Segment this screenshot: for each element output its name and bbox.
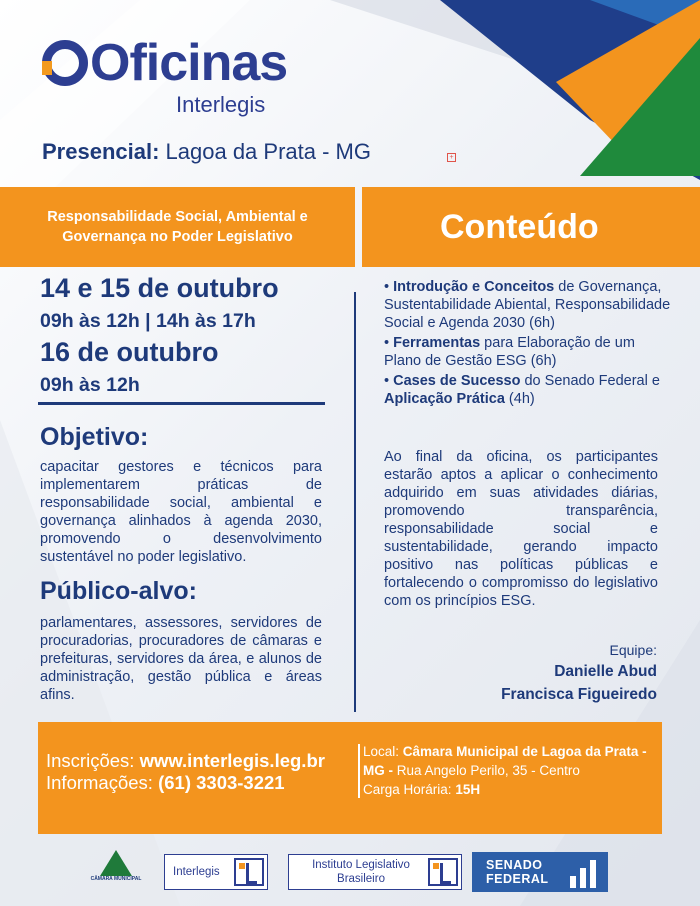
item-bold-2: Aplicação Prática — [384, 391, 505, 407]
interlegis-logo — [164, 854, 268, 890]
plus-mark-icon: + — [447, 153, 456, 162]
local-block — [363, 742, 659, 799]
team-member: Francisca Figueiredo — [501, 686, 657, 703]
topic-band — [0, 187, 355, 267]
date-1: 14 e 15 de outubro — [40, 273, 279, 303]
ilb-line-1: Instituto Legislativo — [312, 859, 410, 871]
list-item: • Introdução e Conceitos de Governança, Sustentabilidade Abiental, Responsabilidade Social e Agenda 2030 (6h) — [384, 279, 671, 331]
local-label: Local: — [363, 744, 400, 759]
team-block — [430, 640, 657, 706]
conteudo-title: Conteúdo — [440, 207, 599, 246]
vertical-divider — [354, 292, 356, 712]
oficinas-logo — [42, 34, 292, 124]
presencial-label: Presencial: — [42, 139, 160, 164]
senado-logo — [472, 852, 608, 892]
inscricoes-link[interactable]: www.interlegis.leg.br — [139, 750, 325, 771]
logo-title: Oficinas — [90, 34, 288, 92]
list-item: • Cases de Sucesso do Senado Federal e Aplicação Prática (4h) — [384, 373, 660, 407]
local-address: Rua Angelo Perilo, 35 - Centro — [396, 763, 580, 778]
camara-emblem-icon — [100, 850, 132, 876]
item-text: de Governança, Sustentabilidade Abiental, Responsabilidade Social e Agenda 2030 (6h) — [384, 279, 671, 331]
publico-title: Público-alvo: — [40, 577, 197, 605]
team-label: Equipe: — [609, 642, 657, 658]
interlegis-mark-icon — [234, 858, 264, 886]
objetivo-text: capacitar gestores e técnicos para implementarem práticas de responsabilidade social, ambiental e governança alinhados à agenda 2030, promovendo o desenvolvimento sustentável no poder legislativo. — [40, 459, 322, 565]
item-bold: Ferramentas — [393, 335, 481, 351]
item-bold: Cases de Sucesso — [393, 373, 521, 389]
carga-value: 15H — [455, 782, 481, 797]
closing-text: Ao final da oficina, os participantes estarão aptos a aplicar o conhecimento adquirido em suas atividades diárias, promovendo transparência, responsabilidade social e sustentabilidade, gerando impacto positivo nas políticas públicas e fortalecendo o compromisso do legislativo com os princípios ESG. — [384, 449, 658, 609]
ilb-mark-icon — [428, 858, 458, 886]
ilb-line-2: Brasileiro — [337, 873, 385, 885]
info-band — [38, 722, 662, 834]
camara-label: CÂMARA MUNICIPAL — [90, 876, 142, 882]
informacoes-label: Informações: — [46, 772, 153, 793]
senado-line-2: FEDERAL — [486, 872, 549, 886]
hours-2: 09h às 12h — [40, 374, 140, 396]
divider-line — [38, 402, 325, 405]
hours-1: 09h às 12h | 14h às 17h — [40, 310, 256, 332]
logo-subtitle: Interlegis — [176, 92, 266, 117]
carga-label: Carga Horária: — [363, 782, 452, 797]
topic-title: Responsabilidade Social, Ambiental e Governança no Poder Legislativo — [47, 209, 308, 245]
item-text: do Senado Federal e — [520, 373, 660, 389]
conteudo-list — [384, 278, 674, 410]
local-name: Câmara Municipal de Lagoa da Prata - MG - — [363, 744, 647, 778]
item-text: para Elaboração de um Plano de Gestão ESG (6h) — [384, 335, 635, 369]
objetivo-title: Objetivo: — [40, 423, 149, 451]
senado-building-icon — [568, 858, 604, 888]
interlegis-label: Interlegis — [173, 866, 220, 878]
presencial-location: Lagoa da Prata - MG — [165, 139, 371, 164]
inscricoes-label: Inscrições: — [46, 750, 135, 771]
presencial-line — [42, 138, 371, 166]
conteudo-band — [362, 187, 700, 267]
date-2: 16 de outubro — [40, 337, 219, 367]
item-text-2: (4h) — [504, 391, 535, 407]
band-divider — [358, 744, 360, 798]
item-bold: Introdução e Conceitos — [393, 279, 555, 295]
list-item: • Ferramentas para Elaboração de um Plano de Gestão ESG (6h) — [384, 335, 635, 369]
team-member: Danielle Abud — [554, 663, 657, 680]
senado-line-1: SENADO — [486, 858, 543, 872]
informacoes-phone: (61) 3303-3221 — [158, 772, 285, 793]
camara-logo — [90, 848, 142, 892]
ilb-logo — [288, 854, 462, 890]
partner-logos — [0, 846, 700, 896]
logo-o-mark — [42, 40, 88, 86]
publico-text: parlamentares, assessores, servidores de procuradorias, procuradores de câmaras e prefeituras, servidores da área, e alunos de administração, gestão pública e áreas afins. — [40, 615, 322, 703]
contact-block — [46, 750, 325, 794]
